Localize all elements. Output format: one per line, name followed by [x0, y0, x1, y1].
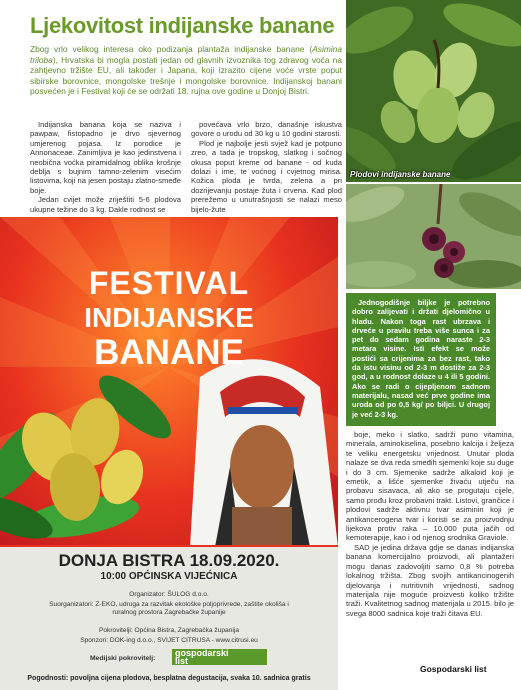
lead-latin-name: Asimina triloba — [30, 44, 342, 65]
growing-tips-box — [346, 293, 496, 426]
article-title: Ljekovitost indijanske banane — [30, 13, 335, 38]
gospodarski-list-logo — [172, 649, 267, 665]
poster-venue: 10:00 OPĆINSKA VIJEĆNICA — [100, 571, 238, 582]
pawpaw-flower-photo — [346, 184, 521, 289]
body-paragraph: povećava vrlo brzo, današnje iskustva govore o urodu od 30 kg u 10 godini starosti. — [191, 120, 342, 139]
festival-poster — [0, 217, 338, 690]
body-column-1 — [30, 120, 181, 214]
flower-3 — [434, 258, 454, 278]
poster-banane-word: BANANE — [94, 333, 244, 372]
pawpaw-flower-illustration — [346, 184, 521, 289]
lead-text-1: Zbog vrlo velikog interesa oko podizanja plantaža indijanske banane ( — [30, 44, 313, 54]
body-paragraph: SAD je jedina država gdje se danas indijanska banana komercijalno proizvodi, ali plantažeri mogu danas zadovoljiti samo 0,8 % potreba lokalnog tržišta. Zbog svojih antikancinogenih djelovanja i nutritivnih vrijednosti, sadnog materijala nije moguće proizvesti koliko tržište traži. Kvalitetnog sadnog materijala u 2015. bilo je svega 8000 sadnica koje traži čitava EU. — [346, 542, 514, 618]
poster-organizer: Organizator: ŠULOG d.o.o. — [129, 591, 209, 598]
body-paragraph: Indijanska banana koja se naziva i pawpaw, fistopadno je drvo sjevernog umjerenog pojasa. Iz porodice je Annonaceae. Zanimljiva je kao jedinstvena i neobična voćka piramidalnog oblika krošnje deblja s bujnim tamno-zelenim visećim listovima, koji na jesen postaju zlatno-smeđe boje. — [30, 120, 181, 195]
article-right-column — [346, 430, 514, 618]
growing-tips-text: Jednogodišnje biljke je potrebno dobro zalijevati i držati djelomično u hladu. Nakon toga rast ubrzava i drveće u pravilu treba više sunca i za pet do sedam godina naraste 2-3 metara visine. Isti efekt se može postići sa crijenima za bez rast, tako da istu visinu od 2-3 m dostiže za 2-3 god, a u rodnost dolaze u 4 ili 5 godini. Ako se radi o cijepljenom sadnom materijalu, nasad već prve godine ima uroda od po 0,5 kg/ po biljci. U drugoj je već 2-3 kg. — [352, 298, 490, 419]
body-paragraph: Plod je najbolje jesti svjež kad je potpuno zreo, a tada je tropskog, slatkog i sočnog okusa poput kreme od banane - od kuda dolazi i ime, te voćnog i cvjetnog mirisa. Kožica ploda je tvrda, zelena a pri dozrijevanju postaje žuta i crvena. Kad plod prerežemo u unutrašnjosti se nalazi meso bijelo-žute — [191, 138, 342, 214]
poster-coorganizers: Suorganizatori: Z-EKO, udruga za razvitak ekološke poljoprivrede, zaštite okoliša i ruralnog prostora Zagrebačke županije — [49, 601, 289, 616]
photo-caption: Plodovi indijanske banane — [350, 170, 451, 179]
poster-date: DONJA BISTRA 18.09.2020. — [58, 551, 280, 570]
poster-indijanske-word: INDIJANSKE — [84, 302, 254, 333]
article-body-columns — [30, 120, 342, 214]
poster-patrons: Pokrovitelji: Općina Bistra, Zagrebačka županija — [98, 627, 239, 634]
poster-sponsors: Sponzori: DOK-ing d.o.o., SVIJET CITRUSA - www.citrusi.eu — [80, 637, 258, 644]
pawpaw-fruit-illustration — [346, 0, 521, 182]
poster-media-label: Medijski pokrovitelj: — [90, 655, 156, 662]
poster-benefits: Pogodnosti: povoljna cijena plodova, besplatna degustacija, svaka 10. sadnica gratis — [27, 675, 311, 682]
chief-illustration — [190, 359, 338, 547]
pawpaw-fruit-photo — [346, 0, 521, 182]
body-paragraph: Jedan cvijet može zriještiti 5-6 plodova ukupne težine do 3 kg. Dakle rodnost se — [30, 195, 181, 214]
body-column-2 — [191, 120, 342, 214]
logo-word-2: list — [175, 656, 189, 666]
poster-festival-word: FESTIVAL — [88, 265, 250, 301]
body-paragraph: boje, meko i slatko, sadrži puno vitamina, minerala, aminokiselina, posebno kalcija i željeza te veliku energetsku vrijednost. Unutar ploda nalaze se dva reda smeđih sjemenki koje su duge i do 3 cm. Sjemenke sadrže alkaloid koji je emetik, a lišće sjemenke živaću utječu na probavu sisavaca, ali ako se progutaju cijele, samo prođu kroz probavni trakt. Listovi, grančice i plodovi sadrže aktivnu tvar asiminin koji je antikancerogena tvar i koristi se za proizvodnju lijekova protiv raka – 10.000 puta jačih od kemoterapije, kao i od njenog srodnika Graviole. — [346, 430, 515, 543]
article-signature: Gospodarski list — [420, 664, 487, 674]
logo-word-1: gospodarski — [175, 648, 229, 658]
flower-1 — [422, 227, 446, 251]
lead-text-2: ), Hrvatska bi mogla postati jedan od glavnih izvoznika tog zdravog voća na zahtjevno tržište EU, ali također i Japana, koji izrazito cijene voće vrste poput sibirske borovnice, mongolske trešnje i mongolske borovnice. Indijanskoj banani posvećen je i Festival koji će se održati 18. rujna ove godine u Donjoj Bistri. — [30, 54, 342, 97]
article-lead — [30, 44, 342, 97]
